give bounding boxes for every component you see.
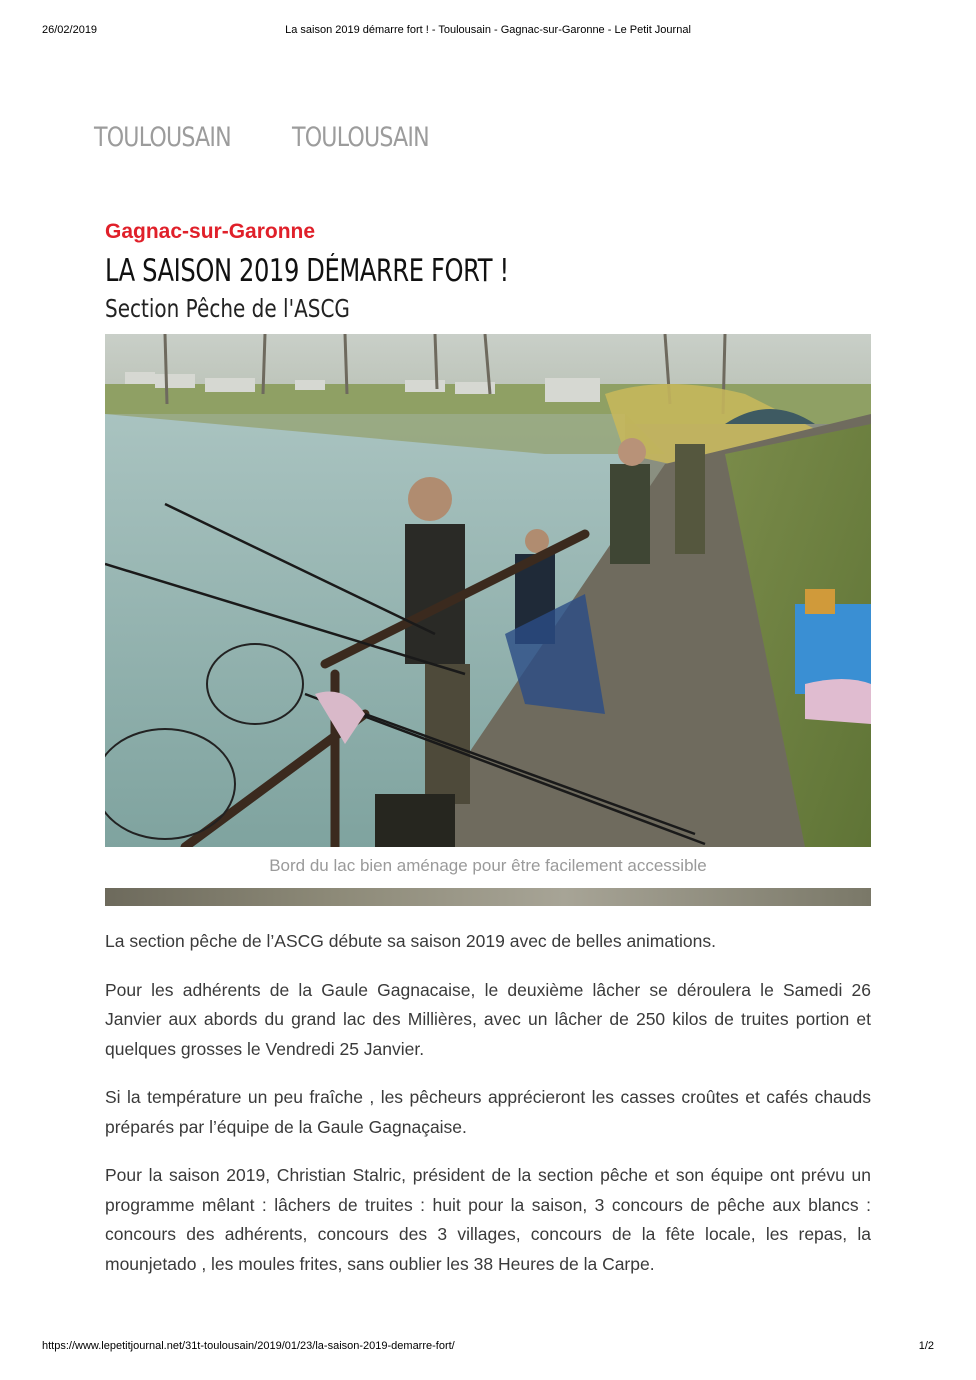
- nav-link-toulousain-2[interactable]: TOULOUSAIN: [292, 122, 429, 153]
- print-date: 26/02/2019: [42, 24, 98, 36]
- article-paragraph: Si la température un peu fraîche , les pêcheurs apprécieront les casses croûtes et cafés chauds préparés par l’équipe de la Gaule Gagnaçaise.: [105, 1087, 871, 1137]
- nav-link-toulousain[interactable]: TOULOUSAIN: [94, 122, 231, 153]
- article-headline: LA SAISON 2019 DÉMARRE FORT !: [105, 253, 509, 289]
- article-paragraph: Pour la saison 2019, Christian Stalric, président de la section pêche et son équipe ont prévu un programme mêlant : lâchers de truites : huit pour la saison, 3 concours de pêche aux blancs : concours des adhérents, concours des 3 villages, concours de la fête locale, les repas, la mounjetado , les moules frites, sans oublier les 38 Heures de la Carpe.: [105, 1165, 871, 1274]
- article-paragraph: La section pêche de l’ASCG débute sa saison 2019 avec de belles animations.: [105, 931, 716, 951]
- article-subheadline: Section Pêche de l'ASCG: [105, 294, 350, 323]
- next-photo-preview: [105, 888, 871, 906]
- print-page-title: La saison 2019 démarre fort ! - Toulousain - Gagnac-sur-Garonne - Le Petit Journal: [285, 24, 691, 36]
- article-location[interactable]: Gagnac-sur-Garonne: [105, 220, 316, 243]
- photo-caption: Bord du lac bien aménage pour être facilement accessible: [269, 856, 707, 875]
- fishing-lake-photo: [105, 334, 871, 847]
- article-photo: [105, 334, 871, 847]
- print-footer: [42, 1340, 934, 1356]
- article-paragraph: Pour les adhérents de la Gaule Gagnacaise, le deuxième lâcher se déroulera le Samedi 26 Janvier aux abords du grand lac des Millières, avec un lâcher de 250 kilos de truites portion et quelques grosses le Vendredi 25 Janvier.: [105, 979, 871, 1059]
- print-page-number: 1/2: [918, 1340, 934, 1352]
- article-body: [105, 927, 871, 1298]
- print-header: [42, 24, 934, 40]
- print-url: https://www.lepetitjournal.net/31t-toulousain/2019/01/23/la-saison-2019-demarre-fort/: [42, 1340, 455, 1352]
